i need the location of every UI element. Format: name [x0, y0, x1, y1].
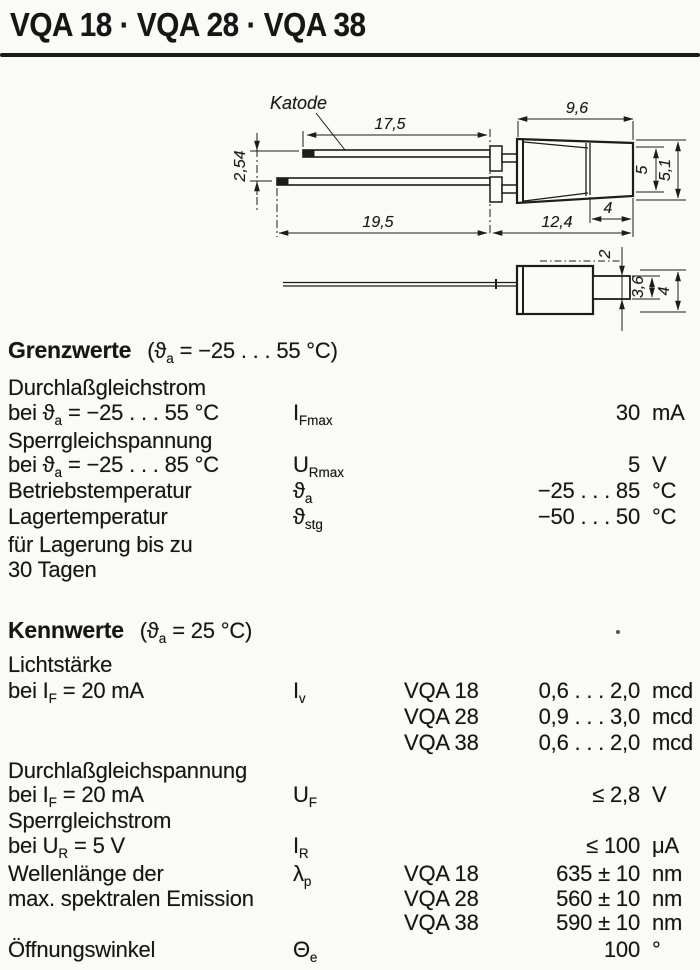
value-theta-e: 100	[603, 937, 640, 962]
symbol-base: ϑ	[293, 478, 305, 503]
characteristics-heading-text: Kennwerte	[8, 617, 124, 643]
unit-lambda-vqa28: nm	[652, 886, 683, 911]
condition-sub: a	[158, 631, 167, 646]
model-vqa18-wavelength: VQA 18	[404, 861, 479, 886]
limits-heading	[8, 337, 338, 366]
value-lambda-vqa28: 560 ± 10	[556, 886, 640, 911]
cond-sub: F	[48, 795, 57, 810]
symbol-base: I	[293, 833, 299, 858]
unit-lambda-vqa18: nm	[652, 861, 683, 886]
value-theta-a: −25 . . . 85	[537, 478, 640, 503]
symbol-base: U	[293, 452, 309, 477]
value-ir: ≤ 100	[586, 833, 640, 858]
unit-theta-a: °C	[652, 478, 677, 503]
cond-post: = −25 . . . 55 °C	[62, 400, 219, 425]
unit-theta-stg: °C	[652, 504, 677, 529]
param-label-text: Wellenlänge der	[8, 861, 164, 886]
symbol-base: Θ	[293, 937, 310, 962]
symbol-sub: p	[303, 874, 312, 889]
page-title	[10, 6, 366, 44]
limits-condition	[147, 338, 338, 366]
dim-tab-width: 3,6	[630, 275, 647, 299]
symbol-sub: a	[304, 491, 313, 506]
value-lambda-vqa18: 635 ± 10	[556, 861, 640, 886]
unit-iv-vqa18: mcd	[652, 678, 693, 703]
param-label-text: Öffnungswinkel	[8, 937, 156, 962]
model-vqa38: VQA 38	[404, 730, 479, 755]
cond-sub: a	[54, 413, 63, 428]
title-divider	[0, 53, 700, 57]
cond-post: = −25 . . . 85 °C	[62, 452, 219, 477]
dim-body-length: 9,6	[565, 100, 589, 117]
unit-ifmax: mA	[652, 400, 685, 425]
limits-heading-text: Grenzwerte	[8, 337, 132, 363]
cond-post: = 20 mA	[56, 678, 144, 703]
led-dimension-drawing	[0, 85, 700, 340]
value-uf: ≤ 2,8	[592, 782, 640, 807]
param-luminous-intensity-label	[8, 652, 112, 677]
cond-pre: bei ϑ	[8, 400, 55, 425]
param-label-text: Betriebstemperatur	[8, 478, 192, 503]
symbol-base: λ	[293, 861, 304, 886]
dim-tab-outer-width: 4	[656, 286, 673, 296]
param-label-text: Lichtstärke	[8, 652, 113, 677]
symbol-sub: stg	[304, 517, 323, 532]
dim-body-diameter: 5,1	[657, 158, 674, 182]
katode-label: Katode	[270, 93, 328, 113]
param-forward-current-label	[8, 375, 206, 400]
cond-pre: bei I	[8, 782, 49, 807]
led-bottom-view	[283, 266, 630, 314]
page-title-text: VQA 18 · VQA 28 · VQA 38	[10, 6, 366, 43]
unit-iv-vqa38: mcd	[652, 730, 693, 755]
cond-post: = 20 mA	[56, 782, 144, 807]
symbol-sub: v	[298, 691, 306, 706]
value-iv-vqa38: 0,6 . . . 2,0	[538, 730, 640, 755]
characteristics-condition	[139, 618, 253, 646]
param-label-text: Durchlaßgleichspannung	[8, 758, 247, 783]
dim-lens-length: 4	[603, 200, 613, 217]
cond-sub: a	[54, 465, 63, 480]
symbol-sub: Rmax	[308, 465, 344, 480]
unit-uf: V	[652, 782, 667, 807]
symbol-sub: R	[298, 846, 309, 861]
model-vqa28-wavelength: VQA 28	[404, 886, 479, 911]
cond-pre: bei U	[8, 833, 59, 858]
cond-sub: R	[58, 846, 69, 861]
param-storage-temp-note1: für Lagerung bis zu	[8, 532, 193, 557]
model-vqa18: VQA 18	[404, 678, 479, 703]
unit-theta-e: °	[652, 937, 661, 962]
symbol-sub: Fmax	[298, 413, 333, 428]
characteristics-heading	[8, 617, 253, 646]
model-vqa38-wavelength: VQA 38	[404, 910, 479, 935]
dim-overall-length: 12,4	[541, 214, 573, 231]
param-label-text: Lagertemperatur	[8, 504, 168, 529]
param-label-text: Durchlaßgleichstrom	[8, 375, 206, 400]
param-forward-voltage-label	[8, 758, 247, 783]
model-vqa28: VQA 28	[404, 704, 479, 729]
condition-pre: (ϑ	[147, 338, 167, 363]
condition-post: = −25 . . . 55 °C)	[173, 338, 338, 363]
condition-pre: (ϑ	[139, 618, 159, 643]
param-reverse-voltage-label	[8, 428, 212, 453]
symbol-sub: F	[308, 795, 317, 810]
unit-urmax: V	[652, 452, 667, 477]
cond-pre: bei I	[8, 678, 49, 703]
dim-lead-pitch: 2,54	[232, 150, 249, 182]
dim-tab-step: 2	[597, 249, 614, 259]
param-storage-temp-note2: 30 Tagen	[8, 557, 97, 582]
value-theta-stg: −50 . . . 50	[537, 504, 640, 529]
symbol-sub: e	[309, 950, 318, 965]
value-iv-vqa18: 0,6 . . . 2,0	[538, 678, 640, 703]
value-lambda-vqa38: 590 ± 10	[556, 910, 640, 935]
symbol-base: I	[293, 400, 299, 425]
param-label-text: Sperrgleichspannung	[8, 428, 213, 453]
symbol-base: U	[293, 782, 309, 807]
dim-lens-diameter: 5	[634, 165, 651, 175]
param-reverse-current-label	[8, 808, 171, 833]
condition-sub: a	[166, 351, 174, 366]
scan-artifact-dot	[616, 630, 620, 634]
led-side-view	[277, 139, 633, 203]
condition-post: = 25 °C)	[166, 618, 253, 643]
symbol-base: I	[293, 678, 299, 703]
cond-pre: bei ϑ	[8, 452, 55, 477]
param-label-text: Sperrgleichstrom	[8, 808, 172, 833]
value-urmax: 5	[627, 452, 640, 477]
unit-lambda-vqa38: nm	[652, 910, 683, 935]
unit-ir: μA	[652, 833, 679, 858]
cond-post: = 5 V	[68, 833, 126, 858]
value-iv-vqa28: 0,9 . . . 3,0	[538, 704, 640, 729]
unit-iv-vqa28: mcd	[652, 704, 693, 729]
value-ifmax: 30	[615, 400, 640, 425]
param-label-text: max. spektralen Emission	[8, 886, 254, 911]
symbol-base: ϑ	[293, 504, 305, 529]
cond-sub: F	[48, 691, 57, 706]
dim-top-lead-length: 17,5	[374, 116, 406, 133]
dim-bottom-lead-length: 19,5	[362, 214, 394, 231]
